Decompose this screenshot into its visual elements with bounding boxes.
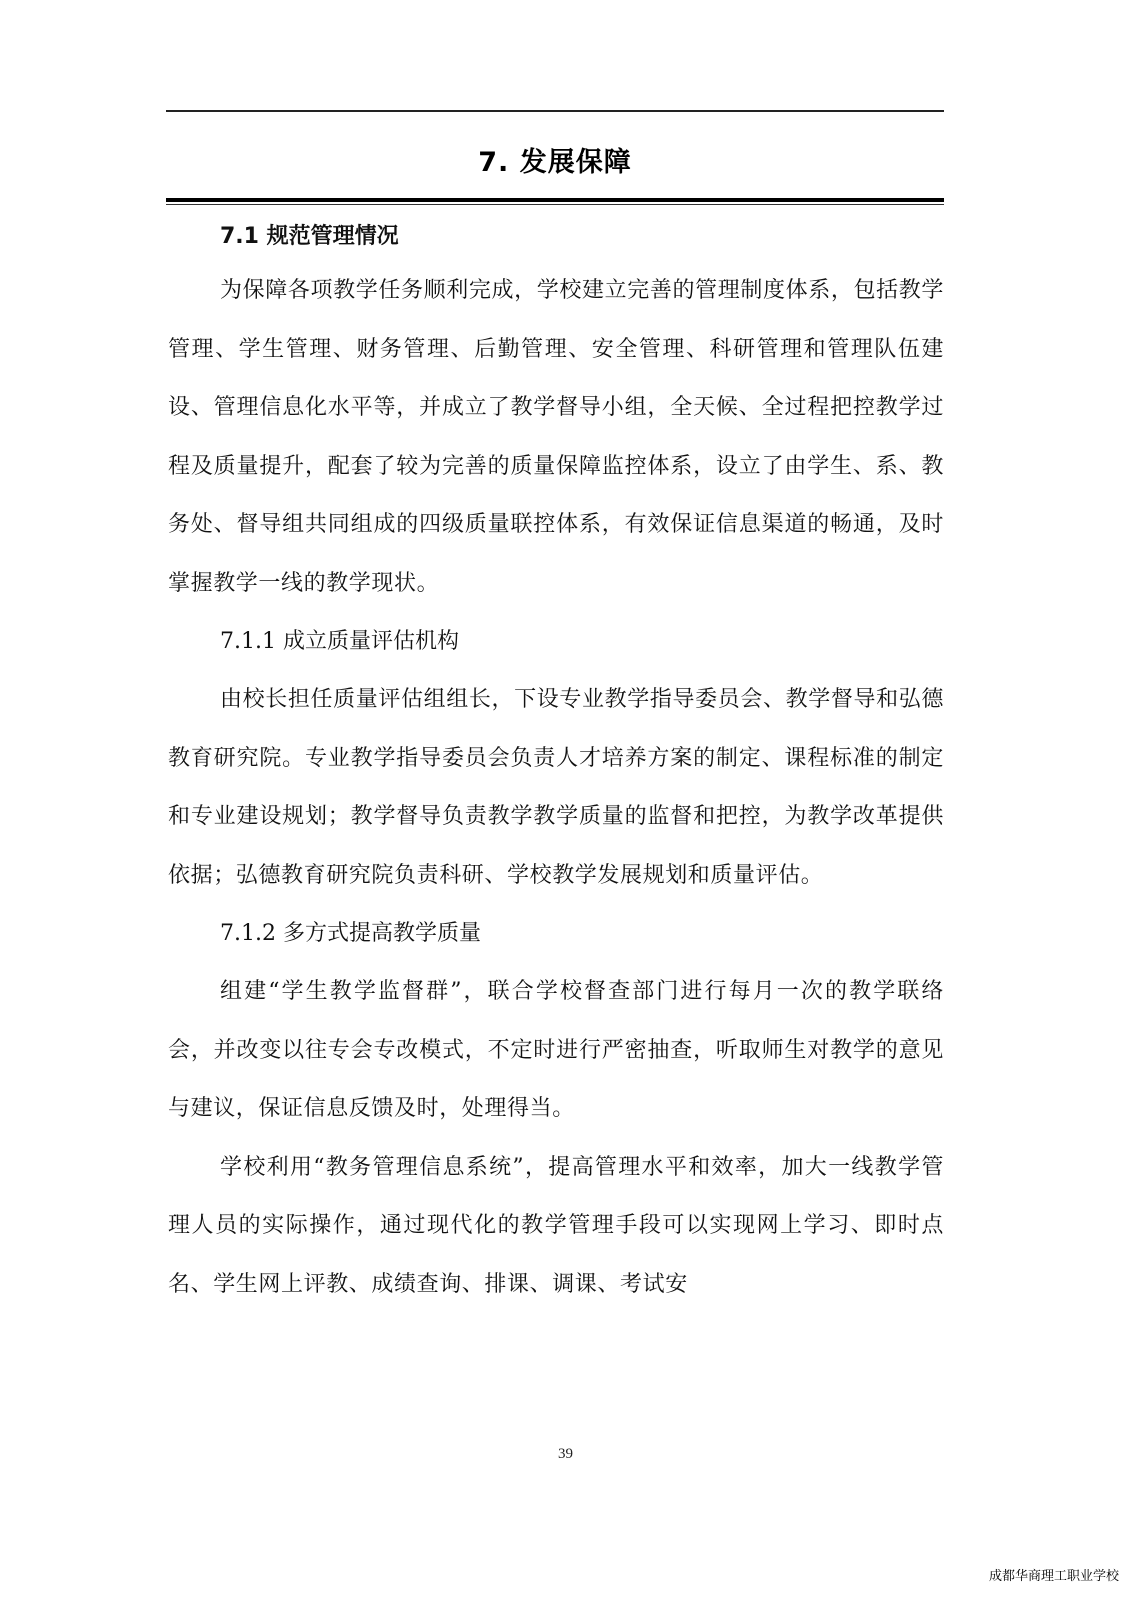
paragraph-7-1-1: 由校长担任质量评估组组长，下设专业教学指导委员会、教学督导和弘德教育研究院。专业教学指导委员会负责人才培养方案的制定、课程标准的制定和专业建设规划；教学督导负责教学教学质量的监督和把控，为教学改革提供依据；弘德教育研究院负责科研、学校教学发展规划和质量评估。 — [168, 687, 944, 888]
header-rule — [166, 110, 944, 112]
page-number: 39 — [558, 1446, 573, 1462]
section-heading: 7.1 规范管理情况 — [220, 224, 399, 249]
paragraph-7-1-2-b: 学校利用“教务管理信息系统”，提高管理水平和效率，加大一线教学管理人员的实际操作，通过现代化的教学管理手段可以实现网上学习、即时点名、学生网上评教、成绩查询、排课、调课、考试安 — [168, 1154, 944, 1297]
subsection-heading-7-1-2: 7.1.2 多方式提高教学质量 — [220, 921, 481, 946]
footer-school-name: 成都华商理工职业学校 — [988, 1569, 1119, 1584]
intro-paragraph: 为保障各项教学任务顺利完成，学校建立完善的管理制度体系，包括教学管理、学生管理、财务管理、后勤管理、安全管理、科研管理和管理队伍建设、管理信息化水平等，并成立了教学督导小组，全天候、全过程把控教学过程及质量提升，配套了较为完善的质量保障监控体系，设立了由学生、系、教务处、督导组共同组成的四级质量联控体系，有效保证信息渠道的畅通，及时掌握教学一线的教学现状。 — [168, 278, 944, 596]
chapter-title: 7. 发展保障 — [478, 147, 632, 178]
document-body — [168, 212, 944, 1314]
title-double-rule — [166, 198, 944, 205]
paragraph-7-1-2-a: 组建“学生教学监督群”，联合学校督查部门进行每月一次的教学联络会，并改变以往专会专改模式，不定时进行严密抽查，听取师生对教学的意见与建议，保证信息反馈及时，处理得当。 — [168, 979, 944, 1121]
subsection-heading-7-1-1: 7.1.1 成立质量评估机构 — [220, 629, 459, 654]
